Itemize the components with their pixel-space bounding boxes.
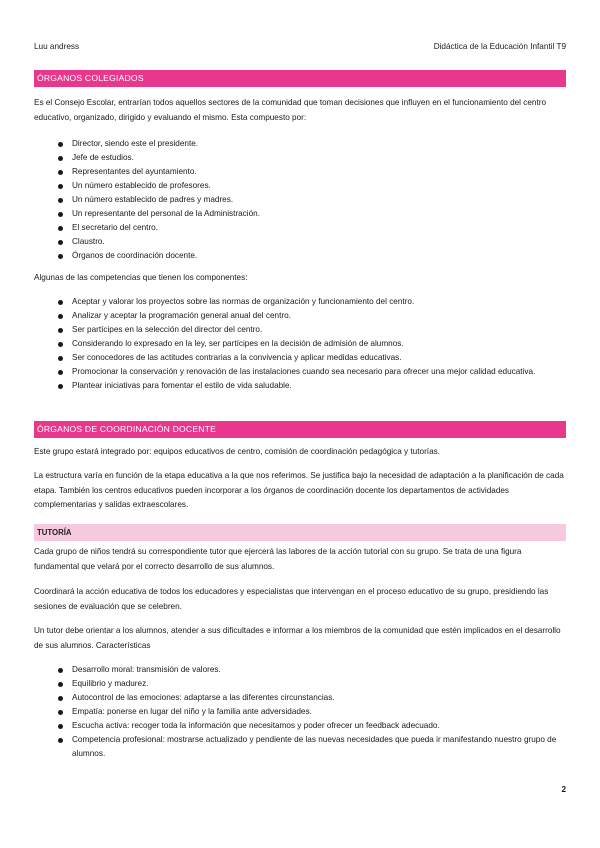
- list-item: Plantear iniciativas para fomentar el estilo de vida saludable.: [34, 379, 564, 393]
- list-item: Director, siendo este el presidente.: [34, 137, 564, 151]
- bullet-icon: [58, 212, 63, 217]
- list-item: Órganos de coordinación docente.: [34, 249, 564, 263]
- list-item: Escucha activa: recoger toda la información que necesitamos y poder ofrecer un feedback adecuado.: [34, 719, 564, 733]
- bullet-icon: [58, 356, 63, 361]
- bullet-icon: [58, 696, 63, 701]
- list-item: Autocontrol de las emociones: adaptarse a las diferentes circunstancias.: [34, 691, 564, 705]
- tutoria-paragraph-2: Coordinará la acción educativa de todos los educadores y especialistas que intervengan en el proceso educativo de su grupo, presidiendo las sesiones de evaluación que se celebren.: [34, 587, 549, 611]
- list-item: Considerando lo expresado en la ley, ser partícipes en la decisión de admisión de alumnos.: [34, 337, 564, 351]
- subsection-heading-tutoria: TUTORÍA: [34, 524, 566, 541]
- section-heading-coordinacion-docente: ÓRGANOS DE COORDINACIÓN DOCENTE: [34, 421, 566, 438]
- bullet-icon: [58, 198, 63, 203]
- header-author: Luu andress: [34, 42, 80, 51]
- bullet-icon: [58, 682, 63, 687]
- list-item: Ser partícipes en la selección del director del centro.: [34, 323, 564, 337]
- page-header: [34, 42, 566, 54]
- list-item: El secretario del centro.: [34, 221, 564, 235]
- tutoria-paragraph-1: Cada grupo de niños tendrá su correspondiente tutor que ejercerá las labores de la acción tutorial con su grupo. Se trata de una figura fundamental que velará por el correcto desarrollo de sus alumnos.: [34, 547, 522, 571]
- bullet-icon: [58, 300, 63, 305]
- bullet-icon: [58, 240, 63, 245]
- bullet-icon: [58, 254, 63, 259]
- list-item: Promocionar la conservación y renovación de las instalaciones cuando sea necesario para ofrecer una mejor calidad educativa.: [34, 365, 564, 379]
- bullet-icon: [58, 170, 63, 175]
- list-item: Un número establecido de padres y madres.: [34, 193, 564, 207]
- list-item: Empatía: ponerse en lugar del niño y la familia ante adversidades.: [34, 705, 564, 719]
- bullet-icon: [58, 342, 63, 347]
- header-course: Didáctica de la Educación Infantil T9: [433, 42, 566, 51]
- coordinacion-paragraph-2: La estructura varía en función de la etapa educativa a la que nos referimos. Se justifica bajo la necesidad de adaptación a la planificación de cada etapa. También los centros educativos pueden incorporar a los órganos de coordinación docente los departamentos de actividades complementarias y salidas extraescolares.: [34, 471, 564, 509]
- bullet-icon: [58, 370, 63, 375]
- list-item: Un representante del personal de la Administración.: [34, 207, 564, 221]
- members-list: [34, 137, 564, 263]
- list-item: Ser conocedores de las actitudes contrarias a la convivencia y aplicar medidas educativas.: [34, 351, 564, 365]
- list-item: Jefe de estudios.: [34, 151, 564, 165]
- bullet-icon: [58, 738, 63, 743]
- tutoria-paragraph-3: Un tutor debe orientar a los alumnos, atender a sus dificultades e informar a los miembros de la comunidad que estén implicados en el desarrollo de sus alumnos. Características: [34, 626, 561, 650]
- caracteristicas-list: [34, 663, 564, 761]
- list-item: Desarrollo moral: transmisión de valores.: [34, 663, 564, 677]
- bullet-icon: [58, 710, 63, 715]
- intro-paragraph: Es el Consejo Escolar, entrarían todos aquellos sectores de la comunidad que toman decisiones que influyen en el funcionamiento del centro educativo, organizado, dirigido y evaluando el mismo. Esta compuesto por:: [34, 98, 547, 122]
- list-item: Analizar y aceptar la programación general anual del centro.: [34, 309, 564, 323]
- bullet-icon: [58, 184, 63, 189]
- bullet-icon: [58, 156, 63, 161]
- list-item: Representantes del ayuntamiento.: [34, 165, 564, 179]
- page-number: 2: [561, 785, 566, 794]
- list-item: Claustro.: [34, 235, 564, 249]
- list-item: Un número establecido de profesores.: [34, 179, 564, 193]
- bullet-icon: [58, 724, 63, 729]
- bullet-icon: [58, 328, 63, 333]
- list-item: Competencia profesional: mostrarse actualizado y pendiente de las nuevas necesidades que pueda ir manifestando nuestro grupo de alumnos.: [34, 733, 564, 761]
- bullet-icon: [58, 668, 63, 673]
- bullet-icon: [58, 142, 63, 147]
- coordinacion-paragraph-1: Este grupo estará integrado por: equipos educativos de centro, comisión de coordinación pedagógica y tutorías.: [34, 447, 440, 456]
- bullet-icon: [58, 226, 63, 231]
- section-heading-organos-colegiados: ÓRGANOS COLEGIADOS: [34, 70, 566, 87]
- list-item: Aceptar y valorar los proyectos sobre las normas de organización y funcionamiento del centro.: [34, 295, 564, 309]
- bullet-icon: [58, 384, 63, 389]
- bullet-icon: [58, 314, 63, 319]
- list-item: Equilibrio y madurez.: [34, 677, 564, 691]
- competencias-intro: Algunas de las competencias que tienen los componentes:: [34, 273, 248, 282]
- competencias-list: [34, 295, 564, 393]
